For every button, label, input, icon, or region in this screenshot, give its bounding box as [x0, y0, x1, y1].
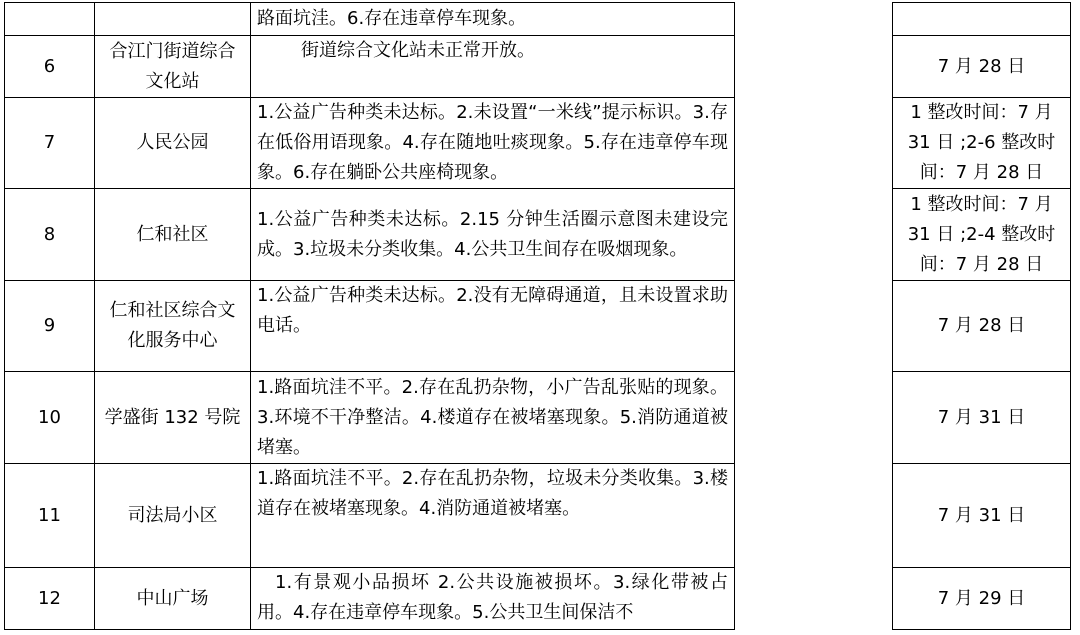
issue-text: 1.有景观小品损坏 2.公共设施被损坏。3.绿化带被占用。4.存在违章停车现象。5.公共卫生间保洁不	[257, 572, 728, 623]
row-number: 12	[5, 568, 95, 630]
table-row	[5, 98, 1071, 189]
issue-description	[251, 568, 735, 630]
rectification-date: 7 月 29 日	[893, 568, 1071, 630]
location-name: 仁和社区	[95, 189, 251, 281]
row-number: 8	[5, 189, 95, 281]
rectification-date: 7 月 31 日	[893, 372, 1071, 464]
row-number: 9	[5, 281, 95, 372]
issue-description: 路面坑洼。6.存在违章停车现象。	[251, 3, 735, 36]
table-row	[5, 372, 1071, 464]
issue-description	[251, 36, 735, 98]
row-number: 10	[5, 372, 95, 464]
rectification-date: 7 月 31 日	[893, 464, 1071, 568]
rectification-date: 1 整改时间：7 月 31 日 ;2-4 整改时间：7 月 28 日	[893, 189, 1071, 281]
row-number: 7	[5, 98, 95, 189]
issue-text: 街道综合文化站未正常开放。	[301, 40, 535, 61]
table-row	[5, 36, 1071, 98]
location-name: 人民公园	[95, 98, 251, 189]
location-name: 司法局小区	[95, 464, 251, 568]
table-row	[5, 281, 1071, 372]
rectification-date: 7 月 28 日	[893, 36, 1071, 98]
table-row	[5, 189, 1071, 281]
row-number	[5, 3, 95, 36]
issue-description	[251, 464, 735, 568]
location-name: 合江门街道综合文化站	[95, 36, 251, 98]
issue-description	[251, 281, 735, 372]
issue-text: 1.公益广告种类未达标。2.没有无障碍通道，且未设置求助电话。	[257, 285, 728, 336]
row-number: 6	[5, 36, 95, 98]
rectification-date: 1 整改时间：7 月 31 日 ;2-6 整改时间：7 月 28 日	[893, 98, 1071, 189]
issue-description: 1.公益广告种类未达标。2.15 分钟生活圈示意图未建设完成。3.垃圾未分类收集。4.公共卫生间存在吸烟现象。	[251, 189, 735, 281]
location-name: 学盛街 132 号院	[95, 372, 251, 464]
blank-column	[735, 3, 893, 630]
rectification-date	[893, 3, 1071, 36]
issue-description: 1.公益广告种类未达标。2.未设置“一米线”提示标识。3.存在低俗用语现象。4.存在随地吐痰现象。5.存在违章停车现象。6.存在躺卧公共座椅现象。	[251, 98, 735, 189]
location-name	[95, 3, 251, 36]
issue-description: 1.路面坑洼不平。2.存在乱扔杂物，小广告乱张贴的现象。3.环境不干净整洁。4.楼道存在被堵塞现象。5.消防通道被堵塞。	[251, 372, 735, 464]
rectification-table	[4, 2, 1071, 630]
issue-text: 1.路面坑洼不平。2.存在乱扔杂物，垃圾未分类收集。3.楼道存在被堵塞现象。4.消防通道被堵塞。	[257, 468, 728, 519]
row-number: 11	[5, 464, 95, 568]
location-name: 仁和社区综合文化服务中心	[95, 281, 251, 372]
rectification-date: 7 月 28 日	[893, 281, 1071, 372]
table-row	[5, 464, 1071, 568]
location-name: 中山广场	[95, 568, 251, 630]
table-row	[5, 568, 1071, 630]
table-row	[5, 3, 1071, 36]
